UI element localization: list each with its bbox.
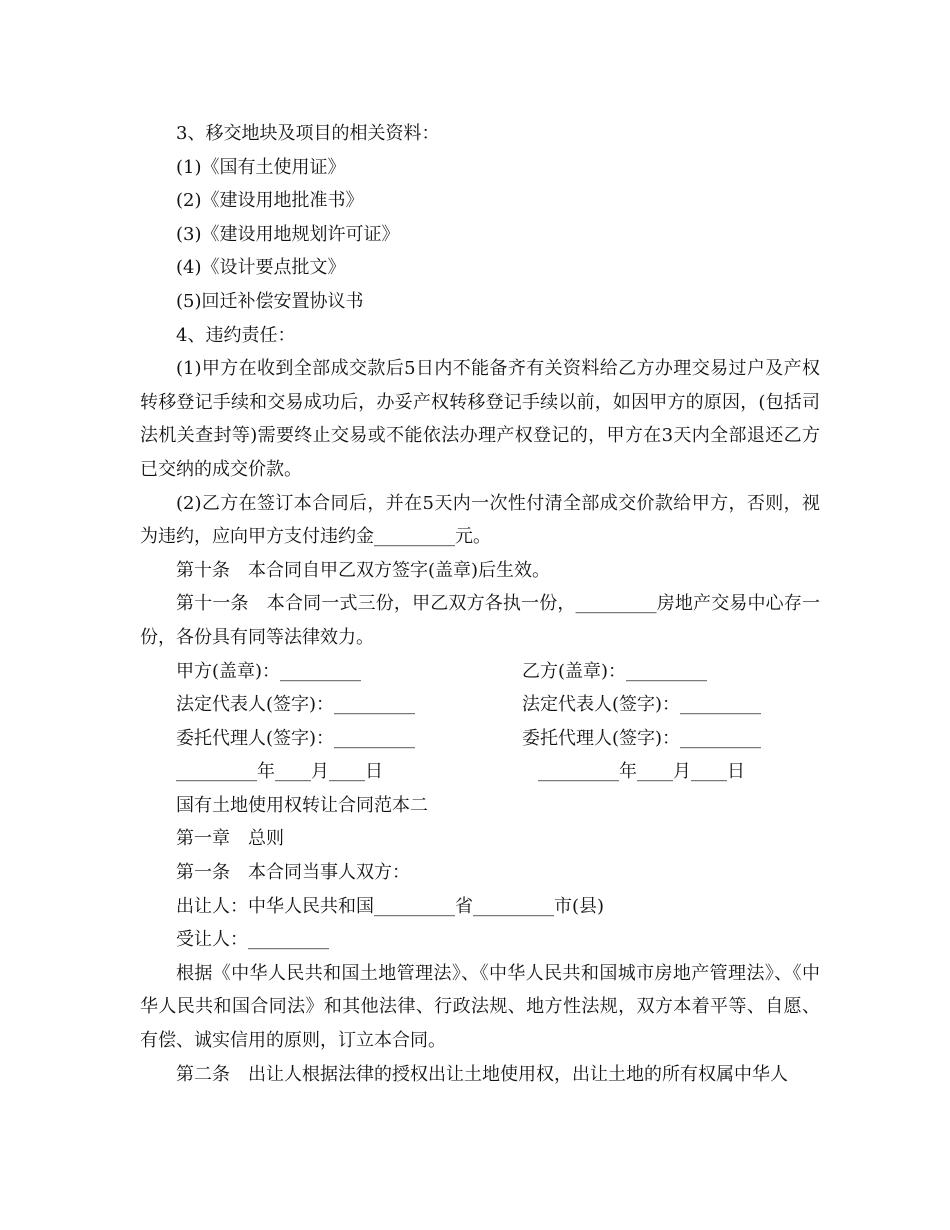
transferor-line: 出让人：中华人民共和国_________省_________市(县)	[176, 895, 605, 917]
party-b-date: _________年____月____日	[538, 761, 745, 783]
party-b-legal-rep: 法定代表人(签字)：_________	[522, 694, 762, 716]
document-list-item-1: (1)《国有土使用证》	[176, 156, 346, 178]
document-list-item-3: (3)《建设用地规划许可证》	[176, 223, 400, 245]
document-body	[140, 117, 820, 1091]
party-b-agent: 委托代理人(签字)：_________	[522, 727, 762, 749]
party-a-legal-rep: 法定代表人(签字)：_________	[176, 694, 416, 716]
article-2: 第二条 出让人根据法律的授权出让土地使用权，出让土地的所有权属中华人	[176, 1063, 788, 1085]
party-a-date: _________年____月____日	[176, 761, 383, 783]
legal-basis-paragraph: 根据《中华人民共和国土地管理法》、《中华人民共和国城市房地产管理法》、《中华人民共和国合同法》和其他法律、行政法规、地方性法规，双方本着平等、自愿、有偿、诚实信用的原则，订立本合同。	[140, 962, 820, 1052]
section-2-title: 国有土地使用权转让合同范本二	[176, 794, 428, 816]
signature-row-agent	[140, 722, 820, 756]
document-list-item-4: (4)《设计要点批文》	[176, 257, 346, 279]
party-b-seal: 乙方(盖章)：_________	[522, 660, 708, 682]
signature-row-legal	[140, 688, 820, 722]
article-1: 第一条 本合同当事人双方：	[176, 862, 410, 884]
transferee-line: 受让人：_________	[176, 929, 329, 951]
chapter-1-heading: 第一章 总则	[176, 828, 284, 850]
signature-row-seal	[140, 655, 820, 689]
breach-clause-party-b: (2)乙方在签订本合同后，并在5天内一次性付清全部成交价款给甲方，否则，视为违约，应向甲方支付违约金_________元。	[140, 492, 820, 548]
document-list-item-5: (5)回迁补偿安置协议书	[176, 290, 364, 312]
article-11: 第十一条 本合同一式三份，甲乙双方各执一份，_________房地产交易中心存一份，各份具有同等法律效力。	[140, 593, 820, 648]
document-list-item-2: (2)《建设用地批准书》	[176, 190, 364, 212]
party-a-agent: 委托代理人(签字)：_________	[176, 727, 416, 749]
item-3-heading: 3、移交地块及项目的相关资料：	[176, 123, 440, 144]
party-a-seal: 甲方(盖章)：_________	[176, 660, 362, 682]
signature-row-date	[140, 755, 820, 789]
breach-clause-party-a: (1)甲方在收到全部成交款后5日内不能备齐有关资料给乙方办理交易过户及产权转移登记手续和交易成功后，办妥产权转移登记手续以前，如因甲方的原因，(包括司法机关查封等)需要终止交易或不能依法办理产权登记的，甲方在3天内全部退还乙方已交纳的成交价款。	[140, 358, 820, 480]
item-4-heading: 4、违约责任：	[176, 324, 296, 346]
article-10: 第十条 本合同自甲乙双方签字(盖章)后生效。	[176, 559, 551, 581]
